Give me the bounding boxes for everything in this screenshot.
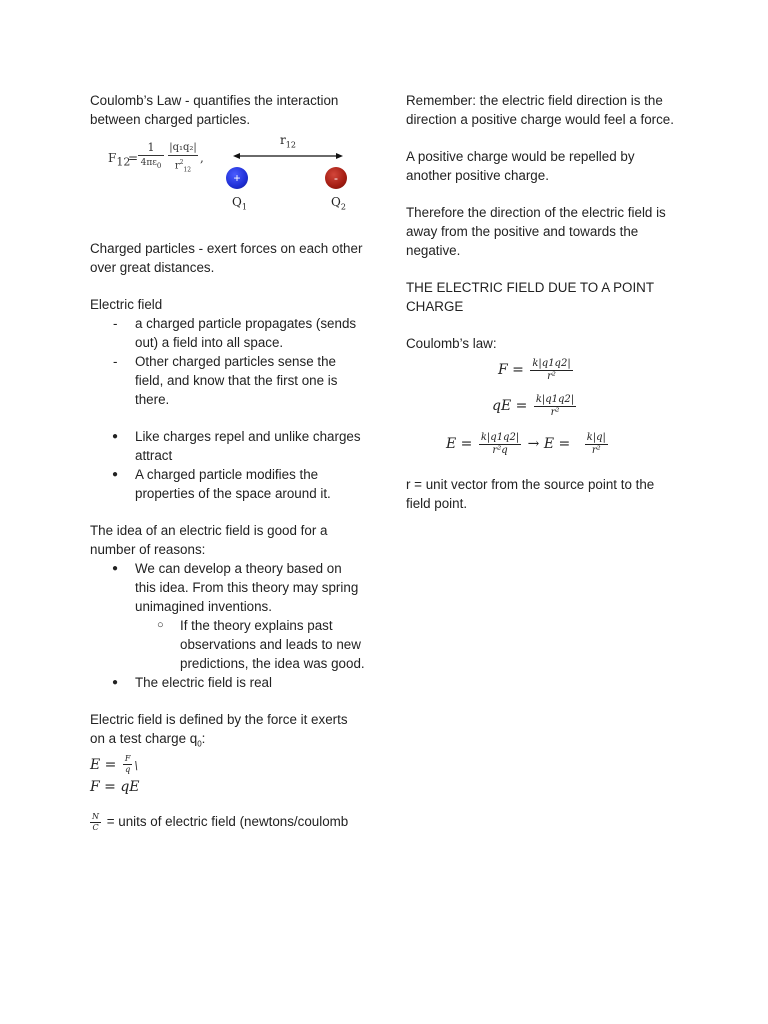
bullet-list (90, 427, 365, 503)
electric-field-heading: Electric field (90, 297, 163, 312)
reasons-list-2 (90, 673, 365, 692)
reasons-list (90, 559, 365, 616)
list-item: - Other charged particles sense the field, and know that the first one is there. (90, 352, 365, 409)
therefore-text: Therefore the direction of the electric field is away from the positive and towards the negative. (406, 205, 666, 258)
formula-eq: = (128, 151, 139, 165)
coulomb-figure: $F_{12}$ = 1 $4\pi\varepsilon_0$ |q₁q₂| $r^2_{12}$ , $r_{12}$ + - $Q_1$ $Q_2$ (90, 135, 365, 215)
formula-r: r (174, 160, 180, 172)
defined-text: Electric field is defined by the force it exerts on a test charge $q_0$: (90, 712, 348, 749)
remember-text: Remember: the electric field direction is the direction a positive charge would feel a force. (406, 93, 674, 127)
list-item: - a charged particle propagates (sends out) a field into all space. (90, 314, 365, 352)
formula-den: 4πε (140, 158, 157, 168)
positive-charge: + (226, 167, 248, 189)
equation-f-qe: F = qE (90, 778, 140, 795)
distance-arrow (233, 151, 343, 161)
q2-label: $Q_2$ (331, 195, 346, 212)
equation-f: F = $\frac{k|q1q2|}{\text{r²}}$ (498, 357, 571, 382)
equation-e-f-over-q: E = $\frac{F}{q}$ \ (90, 754, 139, 775)
section-heading: THE ELECTRIC FIELD DUE TO A POINT CHARGE (406, 280, 654, 314)
equation-e: E = $\frac{k|q1q2|}{\text{r²q}}$ → E = $\frac{k|q|}{\text{r²}}$ (446, 431, 606, 456)
formula-r-sub: 12 (183, 166, 192, 174)
left-column (90, 91, 365, 833)
list-item: ● Like charges repel and unlike charges attract (90, 427, 365, 465)
formula-den-sub: 0 (156, 161, 162, 170)
formula-r-sup: 2 (179, 159, 184, 166)
equation-qe: qE = $\frac{k|q1q2|}{\text{r²}}$ (492, 393, 575, 418)
charged-particles-text: Charged particles - exert forces on each other over great distances. (90, 241, 363, 275)
formula-q: |q₁q₂| (168, 141, 198, 156)
list-item: ● We can develop a theory based on this idea. From this theory may spring unimagined inventions. (90, 559, 365, 616)
list-item: ○ If the theory explains past observations and leads to new predictions, the idea was good. (90, 616, 365, 673)
formula-f: F (108, 151, 117, 165)
formula-num: 1 (138, 141, 164, 156)
q1-label: $Q_1$ (232, 195, 247, 212)
right-column (406, 91, 681, 513)
coulomb-law-label: Coulomb’s law: (406, 336, 497, 351)
unit-vector-text: r = unit vector from the source point to the field point. (406, 477, 655, 511)
r12-label: $r_{12}$ (280, 133, 296, 150)
list-item: ● The electric field is real (90, 673, 365, 692)
coulomb-intro: Coulomb’s Law - quantifies the interaction between charged particles. (90, 93, 339, 127)
negative-charge: - (325, 167, 347, 189)
sub-list (90, 616, 365, 673)
units-line: $\frac{N}{C}$ = units of electric field (newtons/coulomb (92, 811, 349, 832)
repelled-text: A positive charge would be repelled by another positive charge. (406, 149, 635, 183)
idea-text: The idea of an electric field is good for a number of reasons: (90, 523, 328, 557)
list-item: ● A charged particle modifies the properties of the space around it. (90, 465, 365, 503)
dash-list (90, 314, 365, 409)
formula-f-sub: 12 (116, 155, 131, 169)
